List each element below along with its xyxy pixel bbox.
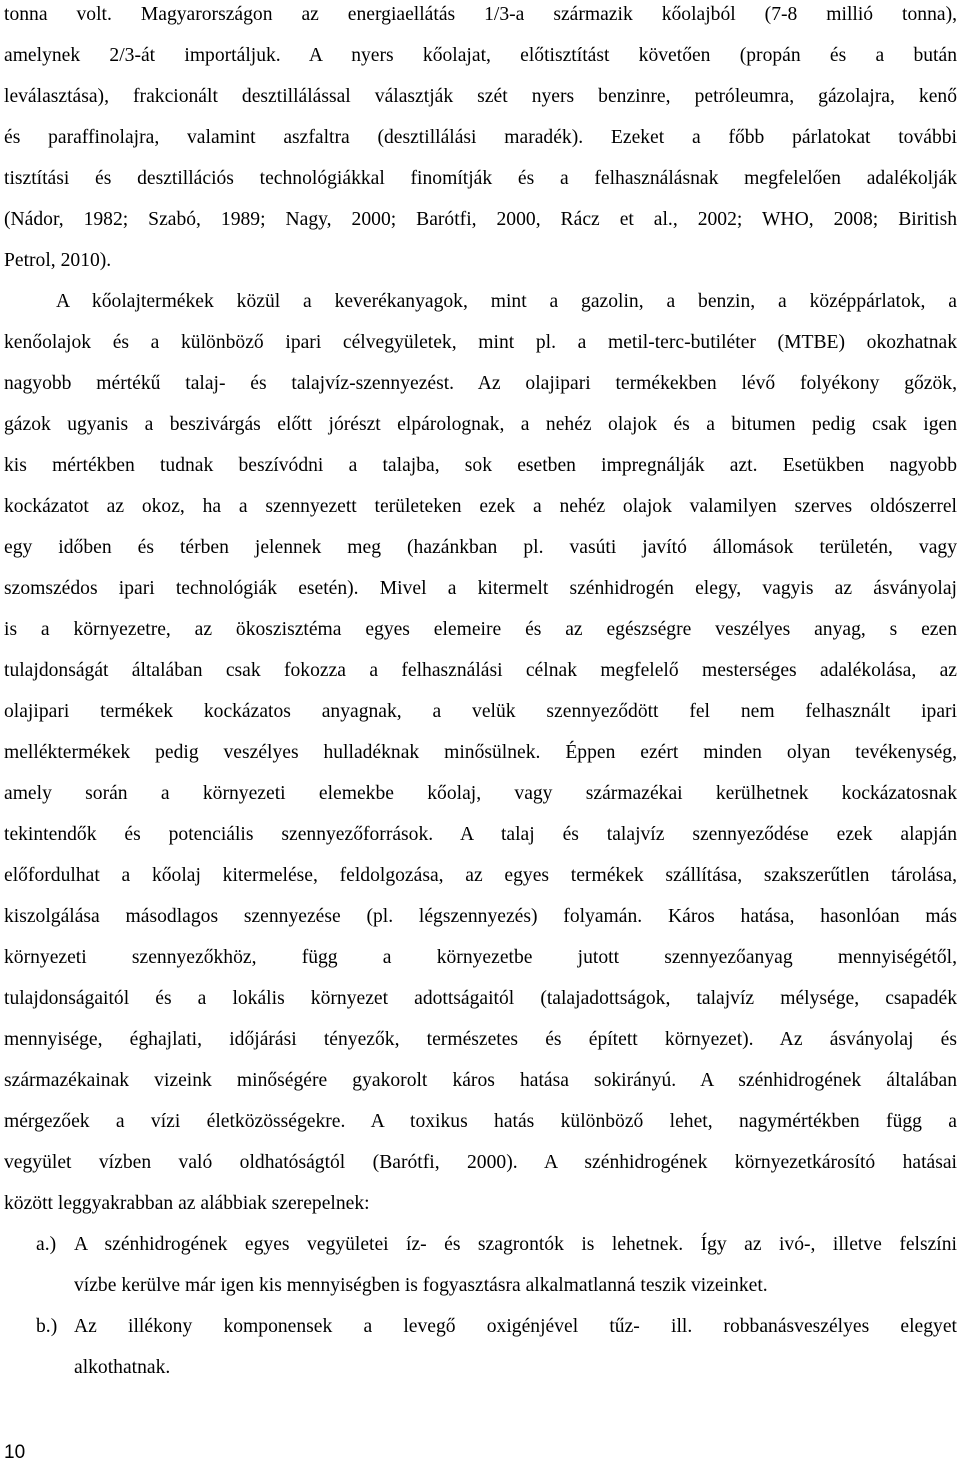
body-text-line: és paraffinolajra, valamint aszfaltra (desztillálási maradék). Ezeket a főbb párlatokat további (4, 127, 957, 148)
body-text-line: tisztítási és desztillációs technológiákkal finomítják és a felhasználásnak megfelelően adalékolják (4, 168, 957, 189)
body-text-line: olajipari termékek kockázatos anyagnak, a velük szennyeződött fel nem felhasznált ipari (4, 701, 957, 722)
list-item (4, 1230, 957, 1260)
body-text-line: környezeti szennyezőkhöz, függ a környezetbe jutott szennyezőanyag mennyiségétől, (4, 947, 957, 968)
body-text-line: egy időben és térben jelennek meg (hazánkban pl. vasúti javító állomások területén, vagy (4, 537, 957, 558)
body-text-line: előfordulhat a kőolaj kitermelése, feldolgozása, az egyes termékek szállítása, szakszerűtlen tárolása, (4, 865, 957, 886)
body-text-line: vegyület vízben való oldhatóságtól (Barótfi, 2000). A szénhidrogének környezetkárosító hatásai (4, 1152, 957, 1173)
body-text-line: (Nádor, 1982; Szabó, 1989; Nagy, 2000; Barótfi, 2000, Rácz et al., 2002; WHO, 2008; Biritish (4, 209, 957, 230)
document-page (4, 0, 957, 1467)
body-text-line: között leggyakrabban az alábbiak szerepelnek: (4, 1193, 370, 1214)
body-text-line: amely során a környezeti elemekbe kőolaj, vagy származékai kerülhetnek kockázatosnak (4, 783, 957, 804)
body-text-line: tulajdonságát általában csak fokozza a felhasználási célnak megfelelő mesterséges adalékolása, az (4, 660, 957, 681)
list-item-continuation: vízbe kerülve már igen kis mennyiségben is fogyasztásra alkalmatlanná teszik vizeinket. (74, 1275, 768, 1296)
list-marker: a.) (36, 1234, 57, 1255)
body-text-line: tonna volt. Magyarországon az energiaellátás 1/3-a származik kőolajból (7-8 millió tonna), (4, 4, 957, 25)
body-text-line: kockázatot az okoz, ha a szennyezett területeken ezek a nehéz olajok valamilyen szerves oldószerrel (4, 496, 957, 517)
body-text-line: tekintendők és potenciális szennyezőforrások. A talaj és talajvíz szennyeződése ezek alapján (4, 824, 957, 845)
body-text-line: származékainak vizeink minőségére gyakorolt káros hatása sokirányú. A szénhidrogének általában (4, 1070, 957, 1091)
body-text-line: mennyisége, éghajlati, időjárási tényezők, természetes és épített környezet). Az ásványolaj és (4, 1029, 957, 1050)
body-text-line: melléktermékek pedig veszélyes hulladéknak minősülnek. Éppen ezért minden olyan tevékenység, (4, 742, 957, 763)
list-item-text: Az illékony komponensek a levegő oxigénjével tűz- ill. robbanásveszélyes elegyet (74, 1316, 957, 1337)
body-text-line: kiszolgálása másodlagos szennyezése (pl. légszennyezés) folyamán. Káros hatása, hasonlóan más (4, 906, 957, 927)
body-text-line: tulajdonságaitól és a lokális környezet adottságaitól (talajadottságok, talajvíz mélysége, csapadék (4, 988, 957, 1009)
body-text-line: amelynek 2/3-át importáljuk. A nyers kőolajat, előtisztítást követően (propán és a bután (4, 45, 957, 66)
body-text-line: leválasztása), frakcionált desztillálással választják szét nyers benzinre, petróleumra, gázolajra, kenő (4, 86, 957, 107)
list-item-text: A szénhidrogének egyes vegyületei íz- és szagrontók is lehetnek. Így az ivó-, illetve felszíni (74, 1234, 957, 1255)
list-item (4, 1312, 957, 1342)
list-marker: b.) (36, 1316, 58, 1337)
body-text-line: Petrol, 2010). (4, 250, 112, 271)
body-text-line: kenőolajok és a különböző ipari célvegyületek, mint pl. a metil-terc-butiléter (MTBE) okozhatnak (4, 332, 957, 353)
page-number: 10 (4, 1442, 26, 1463)
body-text-line: szomszédos ipari technológiák esetén). Mivel a kitermelt szénhidrogén elegy, vagyis az ásványolaj (4, 578, 957, 599)
body-text-line: mérgezőek a vízi életközösségekre. A toxikus hatás különböző lehet, nagymértékben függ a (4, 1111, 957, 1132)
list-item-continuation: alkothatnak. (74, 1357, 171, 1378)
body-text-line: nagyobb mértékű talaj- és talajvíz-szennyezést. Az olajipari termékekben lévő folyékony gőzök, (4, 373, 957, 394)
body-text-line: is a környezetre, az ökoszisztéma egyes elemeire és az egészségre veszélyes anyag, s ezen (4, 619, 957, 640)
body-text-line: gázok ugyanis a beszivárgás előtt jórészt elpárolognak, a nehéz olajok és a bitumen pedig csak igen (4, 414, 957, 435)
body-text-line: kis mértékben tudnak beszívódni a talajba, sok esetben impregnálják azt. Esetükben nagyobb (4, 455, 957, 476)
paragraph-first-line: A kőolajtermékek közül a keverékanyagok, mint a gazolin, a benzin, a középpárlatok, a (56, 291, 957, 312)
